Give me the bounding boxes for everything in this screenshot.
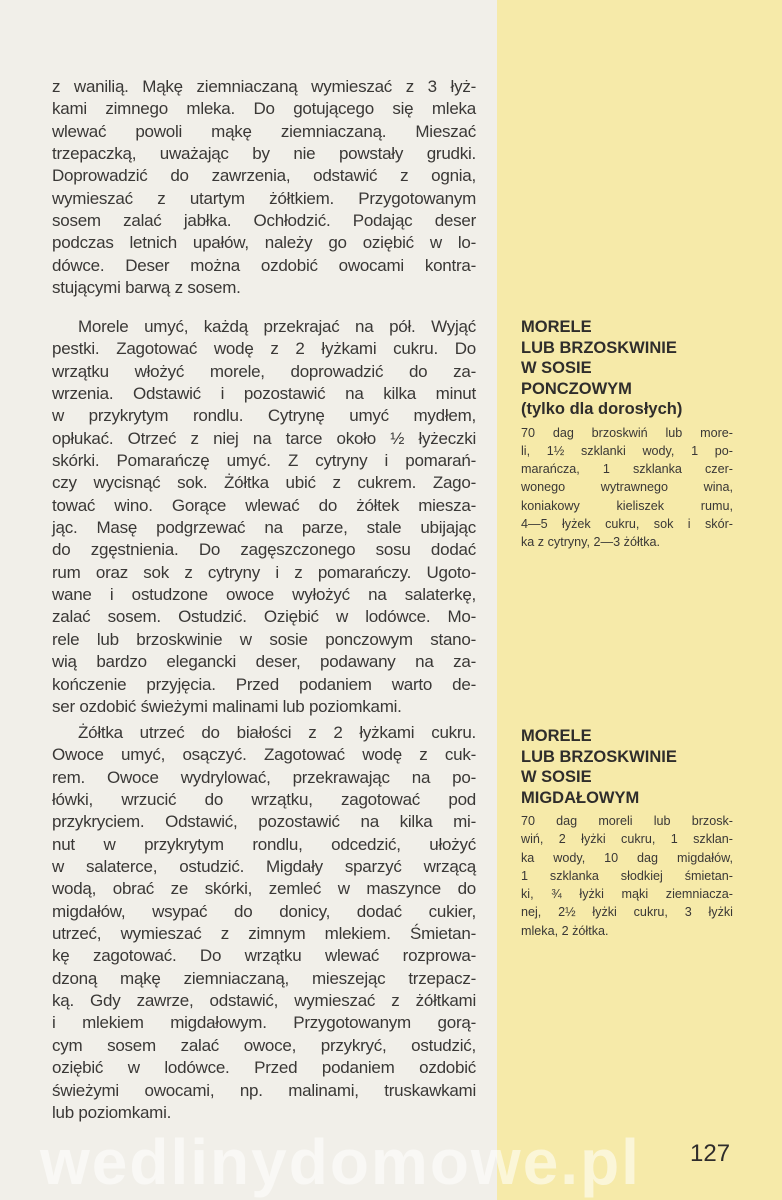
recipe-title-line: W SOSIE — [521, 768, 592, 786]
ingredient-line: 1 szklanka słodkiej śmietan- — [521, 868, 733, 883]
text-line: kończenie przyjęcia. Przed podaniem warto de- — [52, 674, 476, 694]
text-line: w przykrytym rondlu. Cytrynę umyć mydłem, — [52, 406, 476, 426]
ingredient-line: 70 dag moreli lub brzosk- — [521, 814, 733, 828]
text-line: wrzątku włożyć morele, doprowadzić do za- — [52, 361, 476, 381]
text-line: oziębić w lodówce. Przed podaniem ozdobić — [52, 1058, 476, 1078]
ingredient-line: ka wody, 10 dag migdałów, — [521, 850, 733, 865]
text-line: pestki. Zagotować wodę z 2 łyżkami cukru. Do — [52, 339, 476, 359]
recipe-title-line: LUB BRZOSKWINIE — [521, 338, 677, 357]
text-line: tować wino. Gorące wlewać do żółtek miesza- — [52, 495, 476, 515]
text-line: z wanilią. Mąkę ziemniaczaną wymieszać z 3 łyż- — [52, 77, 476, 96]
paragraph-apple-dessert-end — [52, 76, 476, 299]
text-line: kę zagotować. Do wrzątku wlewać rozprowa- — [52, 946, 476, 966]
watermark: wedlinydomowe.pl — [40, 1126, 641, 1198]
text-line: stującymi barwą z sosem. — [52, 278, 241, 298]
text-line: skórki. Pomarańczę umyć. Z cytryny i pomarań- — [52, 451, 476, 471]
text-line: zalać sosem. Ostudzić. Oziębić w lodówce. Mo- — [52, 607, 476, 627]
text-line: podczas letnich upałów, należy go oziębić w lo- — [52, 233, 476, 253]
text-line: rem. Owoce wydrylować, przekrawając na po- — [52, 767, 476, 787]
text-line: wodą, obrać ze skórki, zemleć w maszynce do — [52, 879, 476, 899]
text-line: nut w przykrytym rondlu, odcedzić, ułożyć — [52, 834, 476, 854]
text-line: wymieszać z utartym żółtkiem. Przygotowanym — [52, 188, 476, 208]
text-line: cym sosem zalać owoce, przykryć, ostudzić, — [52, 1035, 476, 1055]
paragraph-migdalowy-method — [52, 722, 476, 1124]
ingredient-line: mleka, 2 żółtka. — [521, 923, 609, 938]
ingredient-line: li, 1½ szklanki wody, 1 po- — [521, 443, 733, 458]
text-line: wane i ostudzone owoce wyłożyć na salaterkę, — [52, 585, 476, 605]
recipe-title-line: MORELE — [521, 727, 592, 745]
sidebar-panel — [497, 0, 782, 1200]
recipe-title-line: PONCZOWYM — [521, 379, 632, 398]
text-line: migdałów, wsypać do donicy, dodać cukier, — [52, 901, 476, 921]
text-line: świeżymi owocami, np. malinami, truskawkami — [52, 1080, 476, 1100]
text-line: wrzenia. Odstawić i pozostawić na kilka minut — [52, 384, 476, 404]
text-line: czy wycisnąć sok. Żółtka ubić z cukrem. Zago- — [52, 473, 476, 493]
recipe-title-line: MIGDAŁOWYM — [521, 788, 640, 807]
text-line: łówki, wrzucić do wrzątku, zagotować pod — [52, 790, 476, 810]
text-line: w salaterce, ostudzić. Migdały sparzyć wrzącą — [52, 857, 476, 877]
text-line: wią bardzo elegancki deser, podawany na za- — [52, 652, 476, 672]
recipe-ingredients — [521, 812, 733, 940]
ingredient-line: wonego wytrawnego wina, — [521, 480, 733, 495]
text-line: jąc. Masę podgrzewać na parze, stale ubijając — [52, 518, 476, 538]
recipe-box-migdalowy — [521, 726, 733, 940]
text-line: Doprowadzić do zawrzenia, odstawić z ognia, — [52, 166, 476, 186]
text-line: kami zimnego mleka. Do gotującego się mleka — [52, 99, 476, 119]
text-line: lub poziomkami. — [52, 1102, 172, 1122]
ingredient-line: ki, ¾ łyżki mąki ziemniacza- — [521, 887, 733, 902]
text-line: rum oraz sok z cytryny i z pomarańczy. Ugoto- — [52, 562, 476, 582]
page-number: 127 — [690, 1140, 731, 1167]
text-line: dówce. Deser można ozdobić owocami kontra- — [52, 255, 476, 275]
recipe-box-ponczowy — [521, 317, 733, 552]
ingredient-line: marańcza, 1 szklanka czer- — [521, 462, 733, 477]
text-line: ką. Gdy zawrze, odstawić, wymieszać z żółtkami — [52, 991, 476, 1011]
text-line: dzoną mąkę ziemniaczaną, mieszejąc trzepacz- — [52, 968, 476, 988]
text-line: Owoce umyć, osączyć. Zagotować wodę z cuk- — [52, 745, 476, 765]
recipe-title — [521, 317, 733, 420]
text-line: Morele umyć, każdą przekrajać na pół. Wyjąć — [78, 317, 476, 336]
ingredient-line: koniakowy kieliszek rumu, — [521, 498, 733, 513]
ingredient-line: 4—5 łyżek cukru, sok i skór- — [521, 516, 733, 531]
recipe-title — [521, 726, 733, 808]
ingredient-line: nej, 2½ łyżki cukru, 3 łyżki — [521, 905, 733, 920]
text-line: rele lub brzoskwinie w sosie ponczowym stano- — [52, 629, 476, 649]
recipe-title-line: LUB BRZOSKWINIE — [521, 747, 677, 766]
text-line: przykryciem. Odstawić, pozostawić na kilka mi- — [52, 812, 476, 832]
ingredient-line: 70 dag brzoskwiń lub more- — [521, 425, 733, 440]
text-line: utrzeć, wymieszać z zimnym mlekiem. Śmietan- — [52, 924, 476, 944]
recipe-title-line: (tylko dla dorosłych) — [521, 400, 683, 418]
text-line: sosem zalać jabłka. Ochłodzić. Podając deser — [52, 211, 476, 231]
recipe-ingredients — [521, 424, 733, 552]
text-line: wlewać powoli mąkę ziemniaczaną. Mieszać — [52, 121, 476, 141]
text-line: Żółtka utrzeć do białości z 2 łyżkami cukru. — [78, 723, 476, 742]
text-line: i mlekiem migdałowym. Przygotowanym gorą- — [52, 1013, 476, 1033]
paragraph-ponczowy-method — [52, 316, 476, 718]
text-line: opłukać. Otrzeć z niej na tarce około ½ łyżeczki — [52, 428, 476, 448]
text-line: do zgęstnienia. Do zagęszczonego sosu dodać — [52, 540, 476, 560]
recipe-title-line: MORELE — [521, 318, 592, 336]
text-line: trzepaczką, uważając by nie powstały grudki. — [52, 144, 476, 164]
ingredient-line: wiń, 2 łyżki cukru, 1 szklan- — [521, 832, 733, 847]
text-line: ser ozdobić świeżymi malinami lub poziomkami. — [52, 696, 402, 716]
recipe-title-line: W SOSIE — [521, 359, 592, 377]
ingredient-line: ka z cytryny, 2—3 żółtka. — [521, 535, 661, 550]
